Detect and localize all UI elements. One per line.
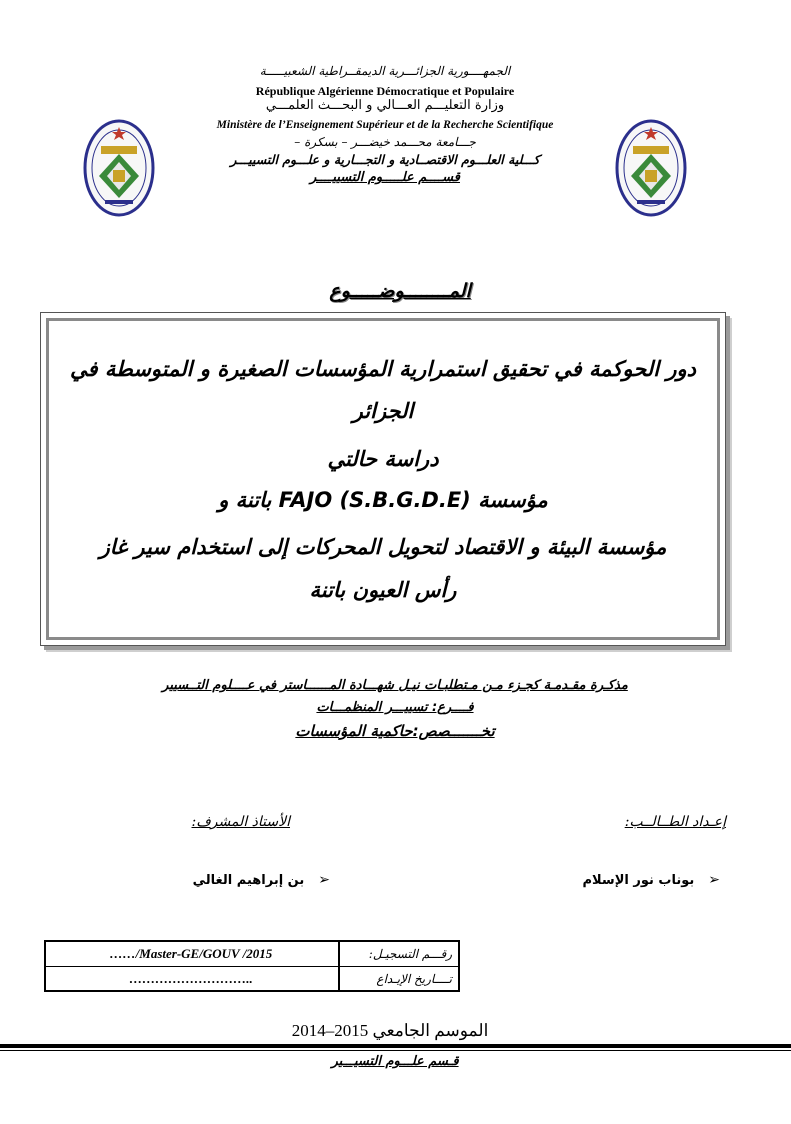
memo-branch: فــــرع: تسييـــر المنظمـــات [316, 700, 474, 715]
student-name-row [520, 872, 720, 888]
footer-department: قـسم علـــوم التسيـــير [331, 1054, 459, 1069]
subject-heading: المــــــــوضـــــوع [329, 280, 471, 302]
supervisor-name: بن إبراهيم الغالي [192, 873, 305, 888]
supervisor-name-row [140, 872, 330, 888]
student-name: بوناب نور الإسلام [582, 873, 695, 888]
ministry-ar: وزارة التعليـــم العـــالي و البحـــث العلمـــي [265, 98, 505, 113]
university-logo-right [615, 118, 687, 218]
deposit-row [46, 967, 458, 991]
university-logo-left [83, 118, 155, 218]
department-ar: قســــم علـــــوم التسييــــر [310, 170, 460, 185]
registration-number-value: ……/Master-GE/GOUV /2015 [109, 946, 273, 961]
deposit-date-label: تــــاريخ الإيـداع [338, 967, 458, 991]
title-line-2: الجزائر [352, 399, 414, 423]
title-line-1: دور الحوكمة في تحقيق استمرارية المؤسسات الصغيرة و المتوسطة في [69, 357, 696, 381]
title-line-6: رأس العيون باتنة [309, 578, 457, 602]
title-line-3: دراسة حالتي [327, 447, 439, 471]
title-box [40, 312, 726, 646]
arrow-bullet-icon: ➢ [708, 872, 720, 888]
registration-row [46, 942, 458, 967]
registration-table [44, 940, 460, 992]
university-seal-icon [83, 118, 155, 218]
academic-season: الموسم الجامعي 2015–2014 [291, 1021, 489, 1040]
title-line-4: مؤسسة FAJO (S.B.G.D.E) باتنة و [218, 488, 548, 512]
footer-rule-thin [0, 1050, 791, 1051]
arrow-bullet-icon: ➢ [318, 872, 330, 888]
republic-fr: République Algérienne Démocratique et Populaire [255, 84, 515, 98]
student-label: إعـداد الطــالــب: [624, 814, 726, 830]
faculty-ar: كـــلية العلـــوم الاقتصــادية و التجـــارية و علـــوم التسييـــر [230, 152, 540, 167]
university-seal-icon [615, 118, 687, 218]
deposit-date-value: ……………………….. [129, 971, 253, 986]
footer-rule-thick [0, 1044, 791, 1048]
memo-specialty: تخـــــــصص:حاكمية المؤسسات [295, 722, 495, 740]
university-ar: جـــامعة محـــمد خيضـــر – بسكرة – [294, 135, 476, 149]
supervisor-label: الأستاذ المشرف: [191, 814, 290, 830]
ministry-fr: Ministère de l’Enseignement Supérieur et de la Recherche Scientifique [216, 119, 554, 131]
title-line-5: مؤسسة البيئة و الاقتصاد لتحويل المحركات إلى استخدام سير غاز [99, 535, 667, 559]
memo-line-1: مذكـرة مقـدمـة كجـزء مـن مـتطلبـات نيـل شهـــادة المــــــاستر في عــــلوم التــسيير [162, 678, 628, 693]
republic-ar: الجمهــــورية الجزائـــرية الديمقــراطية الشعبيـــــة [259, 64, 511, 78]
registration-number-label: رقـــم التسجيـل: [338, 942, 458, 966]
